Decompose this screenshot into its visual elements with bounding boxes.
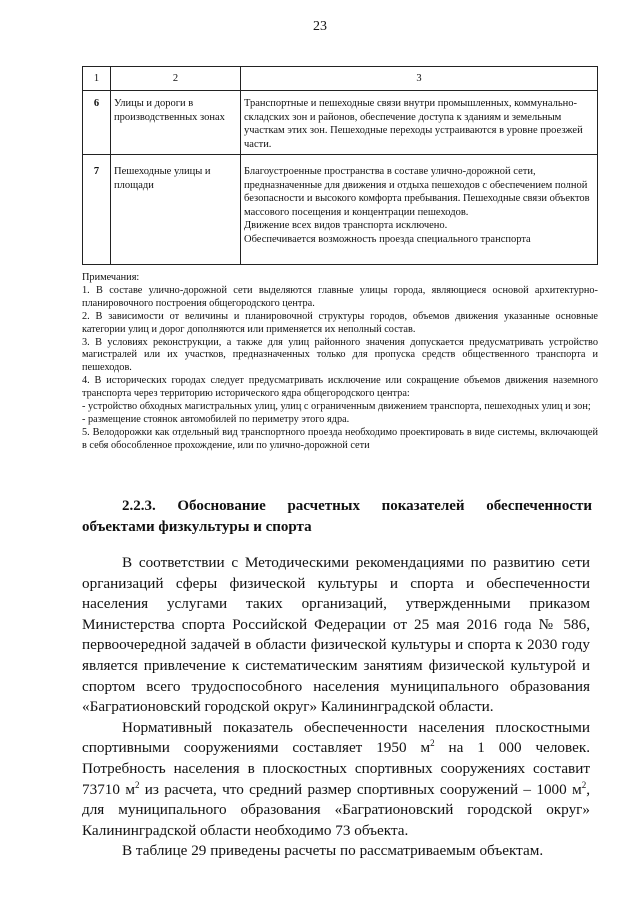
street-categories-table	[82, 66, 598, 265]
section-heading-line: объектами физкультуры и спорта	[82, 519, 312, 535]
superscript: 2	[430, 738, 435, 749]
body-paragraph: В соответствии с Методическими рекомендациями по развитию сети организаций сферы физической культуры и спорта и обеспеченности населения услугами таких организаций, утвержденными приказом Министерства спорта Российской Федерации от 25 мая 2016 года № 586, первоочередной задачей в области физической культуры и спорта к 2030 году является привлечение к систематическим занятиям физической культурой и спортом всего трудоспособного населения муниципального образования «Багратионовский городской округ» Калининградской области.	[82, 554, 590, 716]
note-item: - устройство обходных магистральных улиц, улиц с ограниченным движением транспорта, пешеходных улиц и зон;	[82, 401, 591, 413]
page-number: 23	[313, 19, 327, 34]
body-text: Нормативный показатель обеспеченности населения плоскостными спортивными сооружениями составляет 1950 м	[82, 718, 590, 757]
note-item: 5. Велодорожки как отдельный вид транспортного проезда необходимо проектировать в виде системы, включающей в себя обособленное прохождение, или по улично-дорожной сети	[82, 426, 598, 451]
row-number: 6	[83, 91, 111, 155]
body-paragraph: В таблице 29 приведены расчеты по рассматриваемым объектам.	[122, 842, 544, 860]
table-header-row	[83, 67, 598, 91]
row-description-text: Движение всех видов транспорта исключено.	[244, 220, 448, 231]
note-item: 3. В условиях реконструкции, а также для улиц районного значения допускается предусматривать устройство магистралей или их участков, предназначенных только для пропуска средств общественного транспорта и пешеходов.	[82, 336, 598, 374]
section-heading-line: 2.2.3. Обоснование расчетных показателей обеспеченности	[122, 498, 592, 514]
row-name: Улицы и дороги в производственных зонах	[111, 91, 241, 155]
note-item: 1. В составе улично-дорожной сети выделяются главные улицы города, являющиеся основой архитектурно-планировочного построения общегородского центра.	[82, 284, 598, 309]
note-item: 2. В зависимости от величины и планировочной структуры городов, объемов движения указанные основные категории улиц и дорог дополняются или применяется их неполный состав.	[82, 310, 598, 335]
section-body	[82, 553, 590, 862]
table-notes	[82, 272, 598, 453]
row-name: Пешеходные улицы и площади	[111, 155, 241, 265]
note-item: - размещение стоянок автомобилей по периметру этого ядра.	[82, 413, 350, 425]
superscript: 2	[134, 779, 140, 790]
note-item: 4. В исторических городах следует предусматривать исключение или сокращение объемов движения наземного транспорта через территорию исторического ядра общегородского центра:	[82, 375, 598, 400]
table-header-cell: 1	[83, 67, 111, 91]
body-paragraph	[82, 718, 590, 842]
section-heading	[82, 496, 592, 538]
row-number: 7	[83, 155, 111, 265]
table-header-cell: 3	[241, 67, 598, 91]
row-description-text: Благоустроенные пространства в составе улично-дорожной сети, предназначенные для движения и отдыха пешеходов с обеспечением полной безопасности и высокого комфорта пребывания. Пешеходные связи объектов массового посещения и концентрации пешеходов.	[244, 166, 590, 218]
row-description: Транспортные и пешеходные связи внутри промышленных, коммунально-складских зон и районов, обеспечение доступа к зданиям и земельным участкам этих зон. Пешеходные переходы устраиваются в уровне проезжей части.	[241, 91, 598, 155]
row-description	[241, 155, 598, 265]
body-text: на 1 000 человек. Потребность населения в плоскостных спортивных сооружениях составит 73710 м	[82, 739, 590, 798]
superscript: 2	[581, 779, 587, 790]
notes-title: Примечания:	[82, 272, 140, 283]
table-header-cell: 2	[111, 67, 241, 91]
table-row	[83, 155, 598, 265]
body-text: , для муниципального образования «Багратионовский городской округ» Калининградской области необходимо 73 объекта.	[82, 780, 590, 839]
body-text: из расчета, что средний размер спортивных сооружений – 1000 м	[139, 780, 582, 798]
table-row	[83, 91, 598, 155]
row-description-text: Обеспечивается возможность проезда специального транспорта	[244, 233, 531, 245]
